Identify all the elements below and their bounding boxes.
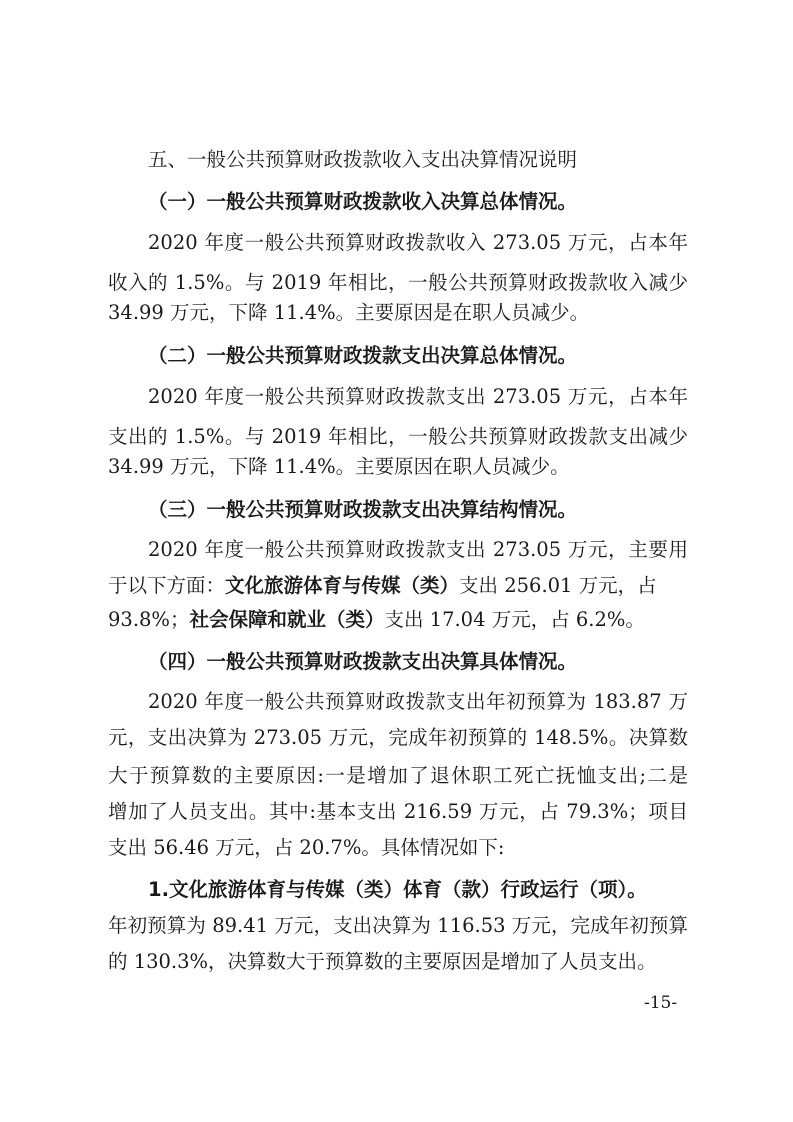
item-1-heading: 1.文化旅游体育与传媒（类）体育（款）行政运行（项）。 <box>148 878 647 901</box>
paragraph-line: 支出 56.46 万元，占 20.7%。具体情况如下: <box>108 836 505 859</box>
paragraph-line: 2020 年度一般公共预算财政拨款支出年初预算为 183.87 万 <box>148 690 688 713</box>
text-span: 支出 256.01 万元，占 <box>459 574 657 597</box>
paragraph-line: 2020 年度一般公共预算财政拨款支出 273.05 万元，主要用 <box>148 538 688 561</box>
section-title: 五、一般公共预算财政拨款收入支出决算情况说明 <box>148 148 578 171</box>
paragraph-line: 收入的 1.5%。与 2019 年相比，一般公共预算财政拨款收入减少 <box>108 271 688 294</box>
paragraph-line: 支出的 1.5%。与 2019 年相比，一般公共预算财政拨款支出减少 <box>108 425 688 448</box>
paragraph-line: 2020 年度一般公共预算财政拨款支出 273.05 万元，占本年 <box>148 385 688 408</box>
subsection-3-heading: （三）一般公共预算财政拨款支出决算结构情况。 <box>148 498 578 521</box>
subsection-1-heading: （一）一般公共预算财政拨款收入决算总体情况。 <box>148 190 578 213</box>
category-social-security: 社会保障和就业（类） <box>189 608 385 631</box>
paragraph-line: 年初预算为 89.41 万元，支出决算为 116.53 万元，完成年初预算 <box>108 914 688 937</box>
subsection-2-heading: （二）一般公共预算财政拨款支出决算总体情况。 <box>148 344 578 367</box>
paragraph-line: 元，支出决算为 273.05 万元，完成年初预算的 148.5%。决算数 <box>108 726 688 749</box>
subsection-4-heading: （四）一般公共预算财政拨款支出决算具体情况。 <box>148 650 578 673</box>
paragraph-line: 增加了人员支出。其中:基本支出 216.59 万元，占 79.3%；项目 <box>108 800 688 823</box>
paragraph-line <box>108 606 688 634</box>
text-span: 支出 17.04 万元，占 6.2%。 <box>384 608 645 631</box>
text-span: 于以下方面： <box>108 574 226 597</box>
paragraph-line: 大于预算数的主要原因:一是增加了退休职工死亡抚恤支出;二是 <box>108 764 688 787</box>
paragraph-line: 2020 年度一般公共预算财政拨款收入 273.05 万元，占本年 <box>148 231 688 254</box>
paragraph-line <box>108 572 688 600</box>
text-span: 93.8%； <box>108 608 190 631</box>
paragraph-line: 34.99 万元，下降 11.4%。主要原因在职人员减少。 <box>108 455 570 478</box>
category-culture-tourism: 文化旅游体育与传媒（类） <box>225 574 460 597</box>
paragraph-line: 34.99 万元，下降 11.4%。主要原因是在职人员减少。 <box>108 301 590 324</box>
page-number: -15- <box>644 993 678 1013</box>
paragraph-line: 的 130.3%，决算数大于预算数的主要原因是增加了人员支出。 <box>108 950 657 973</box>
